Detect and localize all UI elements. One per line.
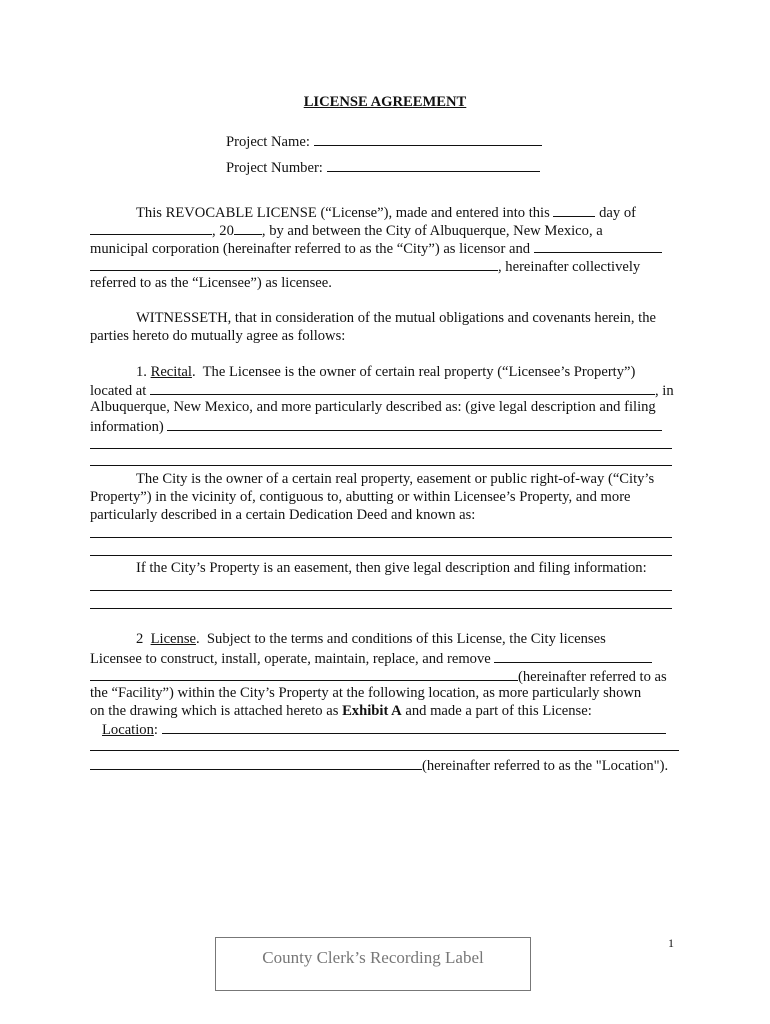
intro-line-3: municipal corporation (hereinafter referred to as the “City”) as licensor and	[90, 238, 680, 258]
location-line: Location:	[102, 719, 692, 739]
recital-line-2: located at , in	[90, 380, 680, 400]
project-number-blank	[327, 157, 540, 172]
legal-description-rule-1	[90, 448, 672, 449]
location-rule	[90, 750, 679, 751]
city-property-rule-1	[90, 537, 672, 538]
recording-label-box	[215, 937, 531, 991]
intro-line-1: This REVOCABLE LICENSE (“License”), made and entered into this day of	[136, 202, 726, 222]
property-address-blank	[150, 380, 655, 395]
license-heading: License	[150, 631, 196, 647]
licensee-name-blank-2	[90, 256, 498, 271]
license-line-2: Licensee to construct, install, operate, maintain, replace, and remove	[90, 648, 680, 668]
project-name-blank	[314, 131, 542, 146]
year-blank	[234, 220, 262, 235]
recital-line-3: Albuquerque, New Mexico, and more particularly described as: (give legal description and filing	[90, 399, 656, 415]
intro-line-5: referred to as the “Licensee”) as licensee.	[90, 275, 332, 291]
witnesseth-line-2: parties hereto do mutually agree as follows:	[90, 328, 346, 344]
project-name-line: Project Name:	[226, 131, 770, 151]
city-property-line-1: The City is the owner of a certain real property, easement or public right-of-way (“City’s	[136, 471, 655, 487]
easement-rule-2	[90, 608, 672, 609]
easement-note: If the City’s Property is an easement, then give legal description and filing information:	[136, 560, 647, 576]
license-line-3: (hereinafter referred to as	[90, 666, 680, 686]
project-number-line: Project Number:	[226, 157, 770, 177]
exhibit-a-reference: Exhibit A	[342, 703, 402, 719]
legal-description-blank	[167, 416, 662, 431]
license-line-4: the “Facility”) within the City’s Property at the following location, as more particularly shown	[90, 685, 642, 701]
document-title: LICENSE AGREEMENT	[303, 94, 467, 110]
recital-heading: Recital	[150, 364, 192, 380]
page-number: 1	[668, 936, 674, 950]
recital-line-1: 1. Recital. The Licensee is the owner of certain real property (“Licensee’s Property”)	[136, 364, 636, 380]
witnesseth-line-1: WITNESSETH, that in consideration of the mutual obligations and covenants herein, the	[136, 310, 656, 326]
city-property-line-3: particularly described in a certain Dedication Deed and known as:	[90, 507, 476, 523]
easement-rule-1	[90, 590, 672, 591]
day-blank	[553, 202, 595, 217]
intro-line-4: , hereinafter collectively	[90, 256, 680, 276]
month-blank	[90, 220, 212, 235]
license-line-5: on the drawing which is attached hereto as Exhibit A and made a part of this License:	[90, 703, 592, 719]
recording-label-text: County Clerk’s Recording Label	[262, 948, 484, 967]
city-property-line-2: Property”) in the vicinity of, contiguous to, abutting or within Licensee’s Property, and more	[90, 489, 631, 505]
location-line-final: (hereinafter referred to as the "Location").	[90, 755, 680, 775]
recital-line-4: information)	[90, 416, 680, 436]
license-line-1: 2 License. Subject to the terms and conditions of this License, the City licenses	[136, 631, 606, 647]
city-property-rule-2	[90, 555, 672, 556]
location-blank	[162, 719, 666, 734]
facility-blank	[494, 648, 652, 663]
legal-description-rule-2	[90, 465, 672, 466]
location-label: Location	[102, 722, 154, 738]
intro-line-2: , 20 , by and between the City of Albuquerque, New Mexico, a	[90, 220, 680, 240]
facility-blank-2	[90, 666, 518, 681]
location-blank-2	[90, 755, 422, 770]
licensee-name-blank	[534, 238, 662, 253]
